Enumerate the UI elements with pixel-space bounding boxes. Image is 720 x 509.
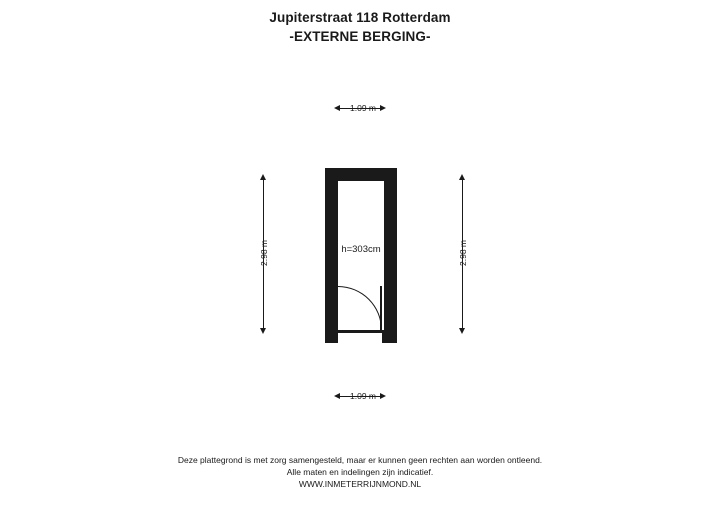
dimension-arrow-left-bottom (260, 328, 266, 334)
page-title (0, 8, 720, 46)
dimension-label-bottom-width: 1.09 m (350, 391, 376, 401)
footer-disclaimer-line-1: Deze plattegrond is met zorg samengesteld, maar er kunnen geen rechten aan worden ontleend. (177, 455, 543, 465)
footer-disclaimer-line-2: Alle maten en indelingen zijn indicatief. (286, 467, 434, 477)
room-outline (325, 168, 397, 343)
dimension-arrow-right-bottom (459, 328, 465, 334)
dimension-arrow-bottom-left (334, 393, 340, 399)
footer (0, 454, 720, 491)
dimension-arrow-bottom-right (380, 393, 386, 399)
door-sill (338, 330, 382, 333)
dimension-label-top-width: 1.09 m (350, 103, 376, 113)
title-subtitle: -EXTERNE BERGING- (289, 29, 431, 44)
room-height-label: h=303cm (341, 244, 381, 255)
dimension-label-right-height: 2.98 m (458, 240, 468, 266)
door-leaf (380, 286, 382, 330)
title-address: Jupiterstraat 118 Rotterdam (269, 10, 451, 25)
dimension-arrow-top-right (380, 105, 386, 111)
dimension-label-left-height: 2.98 m (259, 240, 269, 266)
footer-website: WWW.INMETERRIJNMOND.NL (298, 479, 422, 489)
dimension-arrow-top-left (334, 105, 340, 111)
